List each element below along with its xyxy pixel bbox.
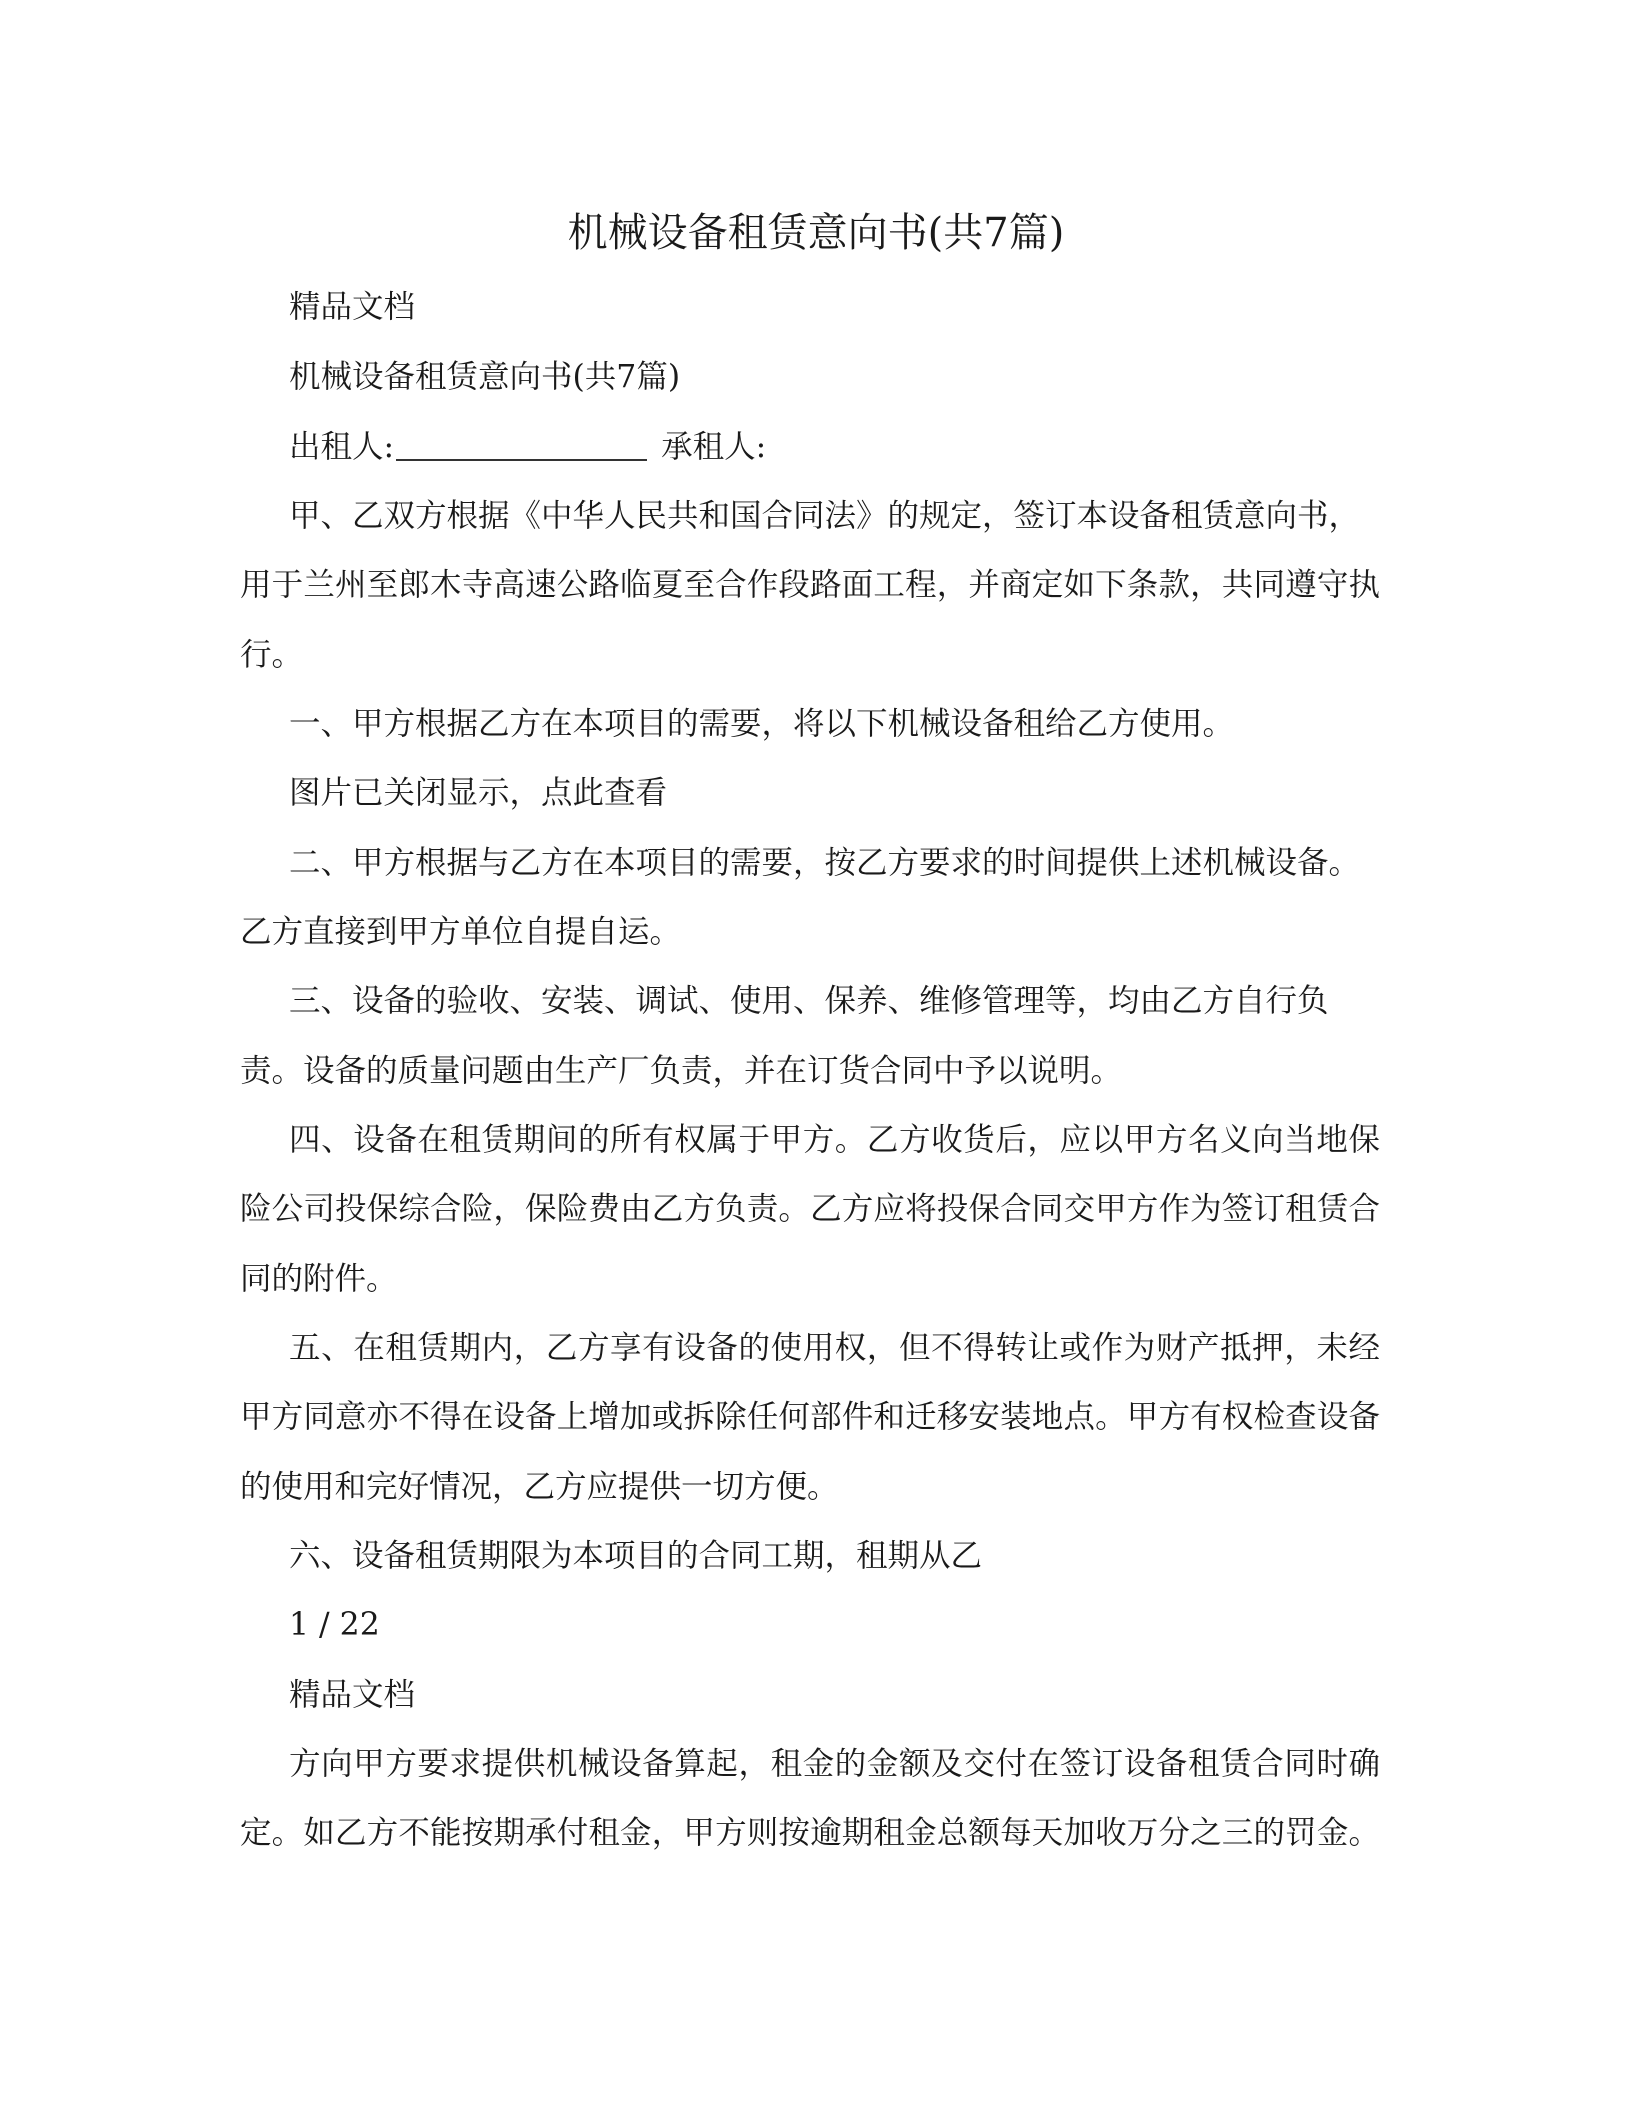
paragraph-line: 责。设备的质量问题由生产厂负责，并在订货合同中予以说明。 [240, 1053, 1123, 1089]
lessor-label: 出租人: [289, 429, 395, 465]
header-label: 精品文档 [289, 289, 416, 325]
paragraph-line: 行。 [240, 637, 304, 673]
document-title: 机械设备租赁意向书(共7篇) [567, 210, 1065, 256]
paragraph-line: 同的附件。 [240, 1261, 398, 1297]
header-label: 精品文档 [289, 1677, 416, 1713]
paragraph-line: 方向甲方要求提供机械设备算起，租金的金额及交付在签订设备租赁合同时确 [289, 1746, 1380, 1782]
paragraph-line: 二、甲方根据与乙方在本项目的需要，按乙方要求的时间提供上述机械设备。 [289, 845, 1361, 881]
paragraph-line: 一、甲方根据乙方在本项目的需要，将以下机械设备租给乙方使用。 [289, 706, 1235, 742]
paragraph-line: 的使用和完好情况，乙方应提供一切方便。 [240, 1469, 839, 1505]
image-hidden-link[interactable]: 图片已关闭显示，点此查看 [289, 775, 668, 811]
page-number: 1 / 22 [289, 1607, 380, 1643]
paragraph-line: 险公司投保综合险，保险费由乙方负责。乙方应将投保合同交甲方作为签订租赁合 [240, 1191, 1380, 1227]
lessee-label: 承租人: [661, 429, 767, 465]
paragraph-line: 五、在租赁期内，乙方享有设备的使用权，但不得转让或作为财产抵押，未经 [289, 1330, 1380, 1366]
parties-line [289, 427, 766, 467]
paragraph-line: 用于兰州至郎木寺高速公路临夏至合作段路面工程，并商定如下条款，共同遵守执 [240, 567, 1380, 603]
paragraph-line: 甲方同意亦不得在设备上增加或拆除任何部件和迁移安装地点。甲方有权检查设备 [240, 1399, 1380, 1435]
paragraph-line: 乙方直接到甲方单位自提自运。 [240, 914, 682, 950]
subtitle: 机械设备租赁意向书(共7篇) [289, 359, 681, 395]
paragraph-line: 六、设备租赁期限为本项目的合同工期，租期从乙 [289, 1538, 983, 1574]
paragraph-line: 定。如乙方不能按期承付租金，甲方则按逾期租金总额每天加收万分之三的罚金。 [240, 1815, 1380, 1851]
lessor-blank [396, 429, 647, 461]
paragraph-line: 四、设备在租赁期间的所有权属于甲方。乙方收货后，应以甲方名义向当地保 [289, 1122, 1380, 1158]
paragraph-line: 甲、乙双方根据《中华人民共和国合同法》的规定，签订本设备租赁意向书， [289, 498, 1361, 534]
paragraph-line: 三、设备的验收、安装、调试、使用、保养、维修管理等，均由乙方自行负 [289, 983, 1329, 1019]
